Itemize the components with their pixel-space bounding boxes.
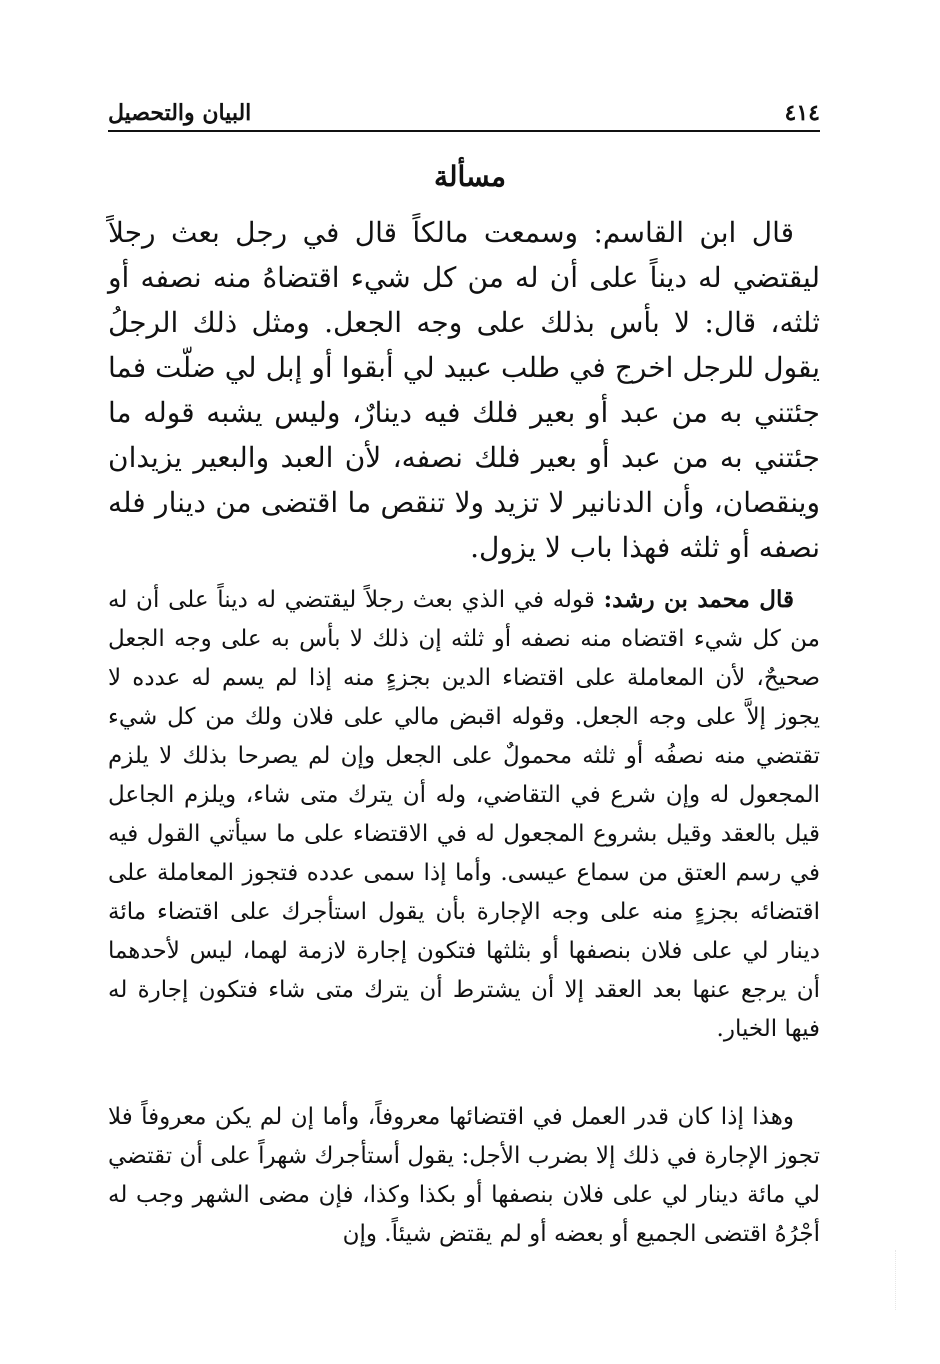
- scan-margin-mark: [895, 1250, 916, 1310]
- paragraph-ibn-rushd: [108, 580, 820, 1049]
- paragraph-text: قال ابن القاسم: وسمعت مالكاً قال في رجل بعث رجلاً ليقتضي له ديناً على أن له من كل شيء اقتضاهُ منه نصفه أو ثلثه، قال: لا بأس بذلك على وجه الجعل. ومثل ذلك الرجلُ يقول للرجل اخرج في طلب عبيد لي أبقوا أو إبل لي ضلّت فما جئتني به من عبد أو بعير فلك فيه دينارٌ، وليس يشبه قوله ما جئتني به من عبد أو بعير فلك نصفه، لأن العبد والبعير يزيدان وينقصان، وأن الدنانير لا تزيد ولا تنقص ما اقتضى من دينار فله نصفه أو ثلثه فهذا باب لا يزول.: [108, 216, 820, 564]
- paragraph-text: قوله في الذي بعث رجلاً ليقتضي له ديناً على أن له من كل شيء اقتضاه منه نصفه أو ثلثه إن ذلك لا بأس به على وجه الجعل صحيحٌ، لأن المعاملة على اقتضاء الدين بجزءٍ منه إذا لم يسم له عدده لا يجوز إلاَّ على وجه الجعل. وقوله اقبض مالي على فلان ولك من كل شيء تقتضي منه نصفُه أو ثلثه محمولٌ على الجعل وإن لم يصرحا بذلك لا يلزم المجعول له وإن شرع في التقاضي، وله أن يترك متى شاء، ويلزم الجاعل قيل بالعقد وقيل بشروع المجعول له في الاقتضاء على ما سيأتي القول فيه في رسم العتق من سماع عيسى. وأما إذا سمى عدده فتجوز المعاملة على اقتضائه بجزءٍ منه على وجه الإجارة بأن يقول استأجرك على اقتضاء مائة دينار لي على فلان بنصفها أو بثلثها فتكون إجارة لازمة لهما، ليس لأحدهما أن يرجع عنها بعد العقد إلا أن يشترط أن يترك متى شاء فتكون إجارة له فيها الخيار.: [108, 587, 820, 1042]
- paragraph-continuation: [108, 1098, 820, 1254]
- speaker-name: قال محمد بن رشد:: [603, 586, 795, 613]
- section-title: مسألة: [433, 160, 507, 193]
- book-title: البيان والتحصيل: [108, 100, 252, 126]
- paragraph-ibn-al-qasim: [108, 210, 820, 570]
- paragraph-text: وهذا إذا كان قدر العمل في اقتضائها معروفاً، وأما إن لم يكن معروفاً فلا تجوز الإجارة في ذلك إلا بضرب الأجل: يقول أستأجرك شهراً على أن تقتضي لي مائة دينار لي على فلان بنصفها أو بكذا وكذا، فإن مضى الشهر وجب له أجْرُهُ اقتضى الجميع أو بعضه أو لم يقتض شيئاً. وإن: [108, 1104, 820, 1247]
- page-number: ٤١٤: [784, 100, 820, 126]
- running-header: [108, 92, 820, 132]
